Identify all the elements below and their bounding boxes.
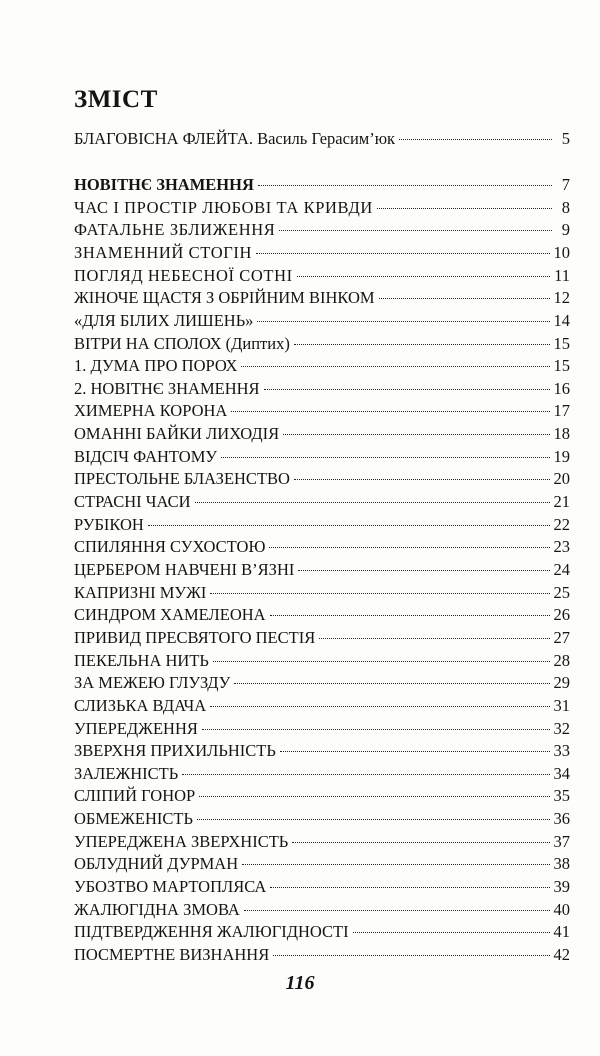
toc-entry (74, 719, 570, 739)
toc-entry-title: ПІДТВЕРДЖЕННЯ ЖАЛЮГІДНОСТІ (74, 922, 349, 942)
toc-entry (74, 515, 570, 535)
toc-entry-page: 9 (561, 220, 570, 240)
dot-leader (377, 208, 552, 209)
toc-entry-page: 17 (553, 401, 570, 421)
toc-entry-page: 19 (553, 446, 570, 466)
toc-entry (74, 560, 570, 580)
toc-entry-title: СЛИЗЬКА ВДАЧА (74, 695, 207, 715)
toc-entry-title: КАПРИЗНІ МУЖІ (74, 582, 207, 602)
toc-entry-page: 38 (553, 854, 570, 874)
toc-entry (74, 900, 570, 920)
toc-entry-page: 16 (553, 378, 570, 398)
toc-entry-page: 32 (553, 718, 570, 738)
toc-entry (74, 288, 570, 308)
dot-leader (234, 683, 549, 684)
toc-entry-page: 39 (553, 877, 570, 897)
toc-entry (74, 945, 570, 965)
dot-leader (258, 185, 552, 186)
dot-leader (294, 344, 550, 345)
toc-entry (74, 696, 570, 716)
dot-leader (244, 910, 550, 911)
dot-leader (148, 525, 550, 526)
toc-entry (74, 832, 570, 852)
toc-entry-title: СИНДРОМ ХАМЕЛЕОНА (74, 605, 266, 625)
toc-entry-title: ОБМЕЖЕНІСТЬ (74, 809, 193, 829)
toc-entry-title: «ДЛЯ БІЛИХ ЛИШЕНЬ» (74, 310, 254, 330)
toc-entry (74, 129, 570, 149)
toc-entry (74, 877, 570, 897)
toc-entry-page: 11 (554, 265, 570, 285)
dot-leader (264, 389, 550, 390)
toc-entry-title: УПЕРЕДЖЕНА ЗВЕРХНІСТЬ (74, 831, 289, 851)
toc-entry-page: 14 (553, 310, 570, 330)
toc-entry-page: 20 (553, 469, 570, 489)
toc-entry (74, 741, 570, 761)
dot-leader (269, 547, 549, 548)
dot-leader (182, 774, 549, 775)
dot-leader (292, 842, 549, 843)
toc-entry-title: ВІДСІЧ ФАНТОМУ (74, 446, 218, 466)
toc-entry-page: 24 (553, 560, 570, 579)
toc-entry (74, 175, 570, 195)
toc-entry-title: 1. ДУМА ПРО ПОРОХ (74, 356, 238, 376)
toc-entry-page: 22 (553, 514, 570, 534)
toc-entry-title: ЗНАМЕННИЙ СТОГІН (74, 242, 252, 262)
toc-entry-page: 29 (553, 673, 570, 693)
toc-entry-page: 26 (553, 605, 570, 625)
toc-entry-title: БЛАГОВІСНА ФЛЕЙТА. Василь Герасим’юк (74, 129, 396, 148)
toc-entry (74, 243, 570, 263)
toc-entry (74, 628, 570, 648)
toc-entry-page: 37 (553, 831, 570, 851)
toc-entry-page: 15 (553, 333, 570, 353)
dot-leader (242, 864, 549, 865)
dot-leader (353, 932, 550, 933)
dot-leader (297, 276, 550, 277)
toc-entry-title: УПЕРЕДЖЕННЯ (74, 718, 198, 738)
dot-leader (399, 139, 552, 140)
toc-entry-title: ВІТРИ НА СПОЛОХ (Диптих) (74, 333, 290, 353)
toc-entry-title: ЖІНОЧЕ ЩАСТЯ З ОБРІЙНИМ ВІНКОМ (74, 288, 375, 308)
toc-entry-page: 23 (553, 537, 570, 557)
dot-leader (213, 661, 550, 662)
toc-entry-page: 10 (553, 242, 570, 262)
toc-entry-title: ФАТАЛЬНЕ ЗБЛИЖЕННЯ (74, 220, 276, 240)
dot-leader (202, 729, 550, 730)
toc-entry-title: ПЕКЕЛЬНА НИТЬ (74, 650, 209, 670)
toc-entry-page: 28 (553, 650, 570, 670)
toc-entry-page: 36 (553, 809, 570, 829)
toc-entry-page: 8 (561, 197, 570, 217)
toc-entry-title: ЧАС І ПРОСТІР ЛЮБОВІ ТА КРИВДИ (74, 197, 373, 217)
toc-entry-title: ОМАННІ БАЙКИ ЛИХОДІЯ (74, 424, 280, 444)
toc-entry-page: 15 (553, 356, 570, 376)
toc-entry (74, 809, 570, 829)
toc-entry-title: ЖАЛЮГІДНА ЗМОВА (74, 899, 240, 919)
toc-entry-title: ЗВЕРХНЯ ПРИХИЛЬНІСТЬ (74, 741, 276, 761)
toc-entry-page: 18 (553, 424, 570, 444)
toc-entry (74, 447, 570, 467)
toc-entry-page: 21 (553, 492, 570, 512)
toc-entry-page: 12 (553, 288, 570, 308)
toc-entry-title: 2. НОВІТНЄ ЗНАМЕННЯ (74, 378, 260, 398)
toc-entry-title: ПРИВИД ПРЕСВЯТОГО ПЕСТІЯ (74, 627, 316, 647)
dot-leader (210, 706, 549, 707)
toc-entry-title: ПРЕСТОЛЬНЕ БЛАЗЕНСТВО (74, 469, 290, 489)
dot-leader (221, 457, 549, 458)
toc-entry-title: ЗАЛЕЖНІСТЬ (74, 763, 179, 783)
toc-entry-title: РУБІКОН (74, 514, 144, 534)
toc-entry (74, 220, 570, 240)
toc-entry-page: 35 (553, 786, 570, 806)
dot-leader (199, 796, 549, 797)
dot-leader (280, 751, 550, 752)
toc-entry (74, 583, 570, 603)
toc-entry-title: ОБЛУДНИЙ ДУРМАН (74, 854, 239, 874)
dot-leader (294, 479, 550, 480)
toc-entry-page: 5 (561, 129, 570, 148)
toc-entry-title: ПОГЛЯД НЕБЕСНОЇ СОТНІ (74, 265, 293, 285)
dot-leader (279, 230, 552, 231)
toc-entry-page: 7 (561, 175, 570, 194)
dot-leader (210, 593, 549, 594)
toc-entry (74, 379, 570, 399)
dot-leader (257, 321, 549, 322)
toc-entry-page: 41 (553, 922, 570, 942)
toc-entry-title: ЗА МЕЖЕЮ ГЛУЗДУ (74, 673, 231, 693)
toc-entry-title: ПОСМЕРТНЕ ВИЗНАННЯ (74, 945, 270, 964)
toc-entry-page: 34 (553, 763, 570, 783)
page-number: 116 (285, 972, 315, 994)
toc-heading: ЗМІСТ (74, 86, 158, 113)
dot-leader (197, 819, 550, 820)
toc-entry-title: УБОЗТВО МАРТОПЛЯСА (74, 877, 267, 897)
toc-entry (74, 198, 570, 218)
dot-leader (319, 638, 549, 639)
toc-entry-page: 33 (553, 741, 570, 761)
toc-entry (74, 401, 570, 421)
dot-leader (298, 570, 549, 571)
toc-entry (74, 469, 570, 489)
toc-entry-title: НОВІТНЄ ЗНАМЕННЯ (74, 175, 254, 194)
toc-entry (74, 311, 570, 331)
toc-entry (74, 492, 570, 512)
toc-entry-title: СЛІПИЙ ГОНОР (74, 786, 196, 806)
toc-entry (74, 266, 570, 286)
toc-entry (74, 922, 570, 942)
dot-leader (241, 366, 549, 367)
toc-entry-title: СТРАСНІ ЧАСИ (74, 492, 191, 512)
toc-entry (74, 764, 570, 784)
toc-entry (74, 424, 570, 444)
dot-leader (270, 615, 550, 616)
toc-entry-page: 31 (553, 695, 570, 715)
toc-entry (74, 334, 570, 354)
toc-entry (74, 651, 570, 671)
dot-leader (195, 502, 550, 503)
dot-leader (231, 411, 549, 412)
toc-entry (74, 673, 570, 693)
toc-entry-title: ХИМЕРНА КОРОНА (74, 401, 228, 421)
toc-entry (74, 854, 570, 874)
dot-leader (379, 298, 550, 299)
dot-leader (270, 887, 549, 888)
dot-leader (273, 955, 549, 956)
toc-entry-title: ЦЕРБЕРОМ НАВЧЕНІ В’ЯЗНІ (74, 560, 295, 579)
toc-entry (74, 786, 570, 806)
toc-entry (74, 605, 570, 625)
dot-leader (256, 253, 550, 254)
toc-entry (74, 356, 570, 376)
toc-entry (74, 537, 570, 557)
toc-entry-page: 42 (553, 945, 570, 964)
toc-entry-page: 25 (553, 582, 570, 602)
toc-entry-page: 40 (553, 899, 570, 919)
toc-entry-page: 27 (553, 627, 570, 647)
toc-entry-title: СПИЛЯННЯ СУХОСТОЮ (74, 537, 266, 557)
dot-leader (283, 434, 549, 435)
